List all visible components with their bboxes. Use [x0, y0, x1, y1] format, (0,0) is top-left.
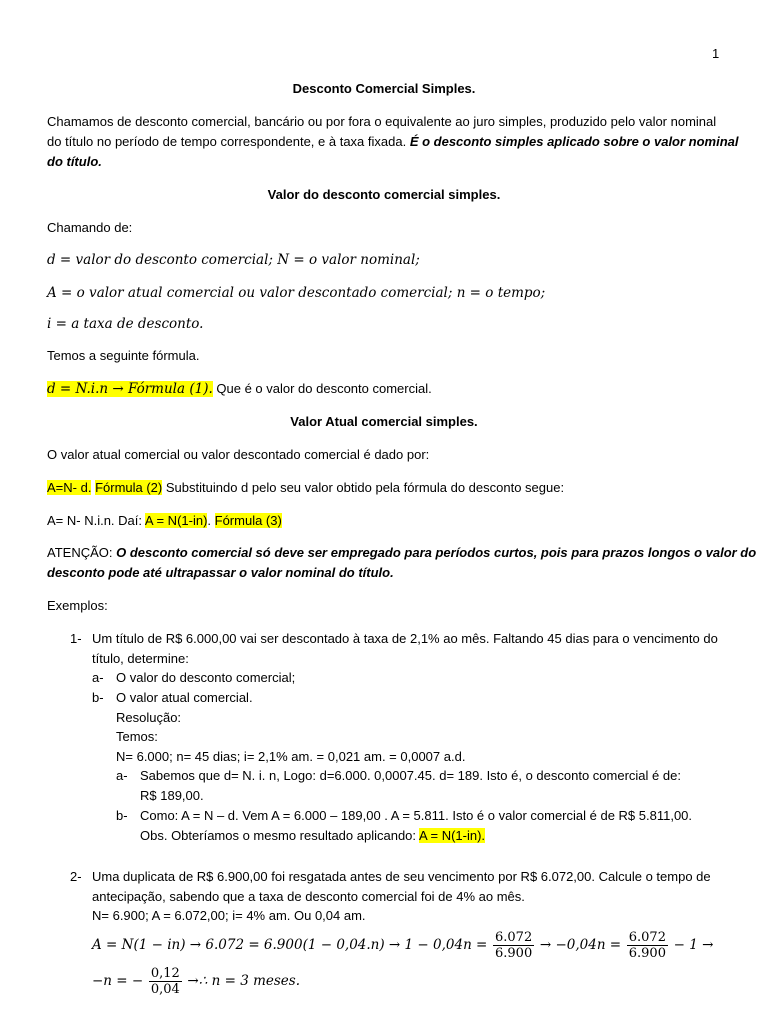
- example-2-equation-2: [92, 966, 768, 997]
- formula-2: A=N- d.: [47, 480, 92, 495]
- definition-i: i = a taxa de desconto.: [47, 316, 204, 332]
- example-1-sol-b-line-2: [140, 826, 768, 846]
- eq1-part-3: − 1 →: [673, 937, 714, 953]
- example-1-number: 1-: [70, 631, 82, 646]
- intro-line-2-text: do título no período de tempo correspondente, e à taxa fixada.: [47, 134, 410, 149]
- example-1-obs-formula: A = N(1-in).: [418, 828, 486, 843]
- section-title-desconto: Valor do desconto comercial simples.: [267, 187, 501, 202]
- example-1-line-1: Um título de R$ 6.000,00 vai ser descontado à taxa de 2,1% ao mês. Faltando 45 dias para o vencimento do: [92, 631, 718, 646]
- atencao-text-1: O desconto comercial só deve ser empregado para períodos curtos, pois para prazos longos o valor do: [116, 545, 757, 560]
- atencao-line-2: desconto pode até ultrapassar o valor nominal do título.: [47, 565, 394, 580]
- eq1-part-1: A = N(1 − in) → 6.072 = 6.900(1 − 0,04.n) → 1 − 0,04n =: [92, 937, 488, 953]
- formula-2-description: Substituindo d pelo seu valor obtido pela fórmula do desconto segue:: [165, 480, 565, 495]
- definition-d-n: d = valor do desconto comercial; N = o valor nominal;: [47, 252, 420, 268]
- formula-1-description: Que é o valor do desconto comercial.: [216, 381, 432, 396]
- definition-a-n: A = o valor atual comercial ou valor descontado comercial; n = o tempo;: [47, 285, 546, 301]
- example-1-temos: Temos:: [116, 729, 158, 744]
- fraction-2-numerator: 6.072: [628, 930, 666, 946]
- example-2-line-3: N= 6.900; A = 6.072,00; i= 4% am. Ou 0,04 am.: [92, 908, 366, 923]
- exemplos-heading: Exemplos:: [47, 598, 108, 613]
- example-1-sol-b-marker: b-: [116, 808, 128, 823]
- example-1-sol-a-line-2: R$ 189,00.: [140, 788, 204, 803]
- formula-2-label: Fórmula (2): [95, 480, 163, 495]
- formula-3: A = N(1-in): [144, 513, 208, 528]
- fraction-3: [149, 966, 182, 997]
- example-1-data: N= 6.000; n= 45 dias; i= 2,1% am. = 0,021 am. = 0,0007 a.d.: [116, 749, 466, 764]
- example-1-a-text: O valor do desconto comercial;: [116, 670, 296, 685]
- formula-1-line: [47, 379, 727, 399]
- example-1-line-2: título, determine:: [92, 651, 189, 666]
- intro-line-1: Chamamos de desconto comercial, bancário ou por fora o equivalente ao juro simples, produzido pelo valor nominal: [47, 114, 717, 129]
- fraction-1-denominator: 6.900: [495, 946, 533, 962]
- atencao-label: ATENÇÃO:: [47, 545, 113, 560]
- page-number: 1: [712, 46, 720, 61]
- formula-3-label: Fórmula (3): [214, 513, 282, 528]
- eq2-part-1: −n = −: [92, 973, 144, 989]
- chamando-de: Chamando de:: [47, 220, 133, 235]
- atencao-line-1: [47, 543, 757, 563]
- intro-line-2-emphasis: É o desconto simples aplicado sobre o valor nominal: [409, 134, 739, 149]
- eq2-part-2: →∴ n = 3 meses.: [187, 973, 301, 989]
- formula-2-line: [47, 478, 727, 498]
- example-1-obs: Obs. Obteríamos o mesmo resultado aplicando:: [140, 828, 417, 843]
- example-2-number: 2-: [70, 869, 82, 884]
- example-1-b-marker: b-: [92, 690, 104, 705]
- intro-line-3: do título.: [47, 154, 102, 169]
- valor-atual-text: O valor atual comercial ou valor descontado comercial é dado por:: [47, 447, 430, 462]
- eq1-part-2: → −0,04n =: [539, 937, 622, 953]
- document-title: Desconto Comercial Simples.: [292, 81, 476, 96]
- fraction-1: [493, 930, 534, 961]
- example-1-sol-a-line-1: Sabemos que d= N. i. n, Logo: d=6.000. 0,0007.45. d= 189. Isto é, o desconto comercial é de:: [140, 768, 681, 783]
- section-title-valor-atual: Valor Atual comercial simples.: [290, 414, 478, 429]
- formula-1: d = N.i.n → Fórmula (1).: [47, 381, 213, 397]
- example-2-line-1: Uma duplicata de R$ 6.900,00 foi resgatada antes de seu vencimento por R$ 6.072,00. Calcule o tempo de: [92, 869, 711, 884]
- fraction-3-denominator: 0,04: [150, 982, 180, 998]
- example-1-sol-b-line-1: Como: A = N – d. Vem A = 6.000 – 189,00 . A = 5.811. Isto é o valor comercial é de R$ 5.811,00.: [140, 808, 693, 823]
- temos-formula: Temos a seguinte fórmula.: [47, 348, 200, 363]
- formula-3-prefix: A= N- N.i.n. Daí:: [47, 513, 142, 528]
- example-1-resolucao: Resolução:: [116, 710, 182, 725]
- example-1-sol-a-marker: a-: [116, 768, 128, 783]
- fraction-3-numerator: 0,12: [150, 966, 180, 982]
- fraction-2-denominator: 6.900: [628, 946, 666, 962]
- fraction-1-numerator: 6.072: [495, 930, 533, 946]
- formula-3-line: A= N- N.i.n. Daí: A = N(1-in). Fórmula (3): [47, 513, 282, 528]
- example-1-b-text: O valor atual comercial.: [116, 690, 253, 705]
- fraction-2: [627, 930, 668, 961]
- example-2-equation-1: [92, 930, 768, 961]
- example-2-line-2: antecipação, sabendo que a taxa de desconto comercial foi de 4% ao mês.: [92, 889, 525, 904]
- intro-line-2: [47, 132, 739, 152]
- example-1-a-marker: a-: [92, 670, 104, 685]
